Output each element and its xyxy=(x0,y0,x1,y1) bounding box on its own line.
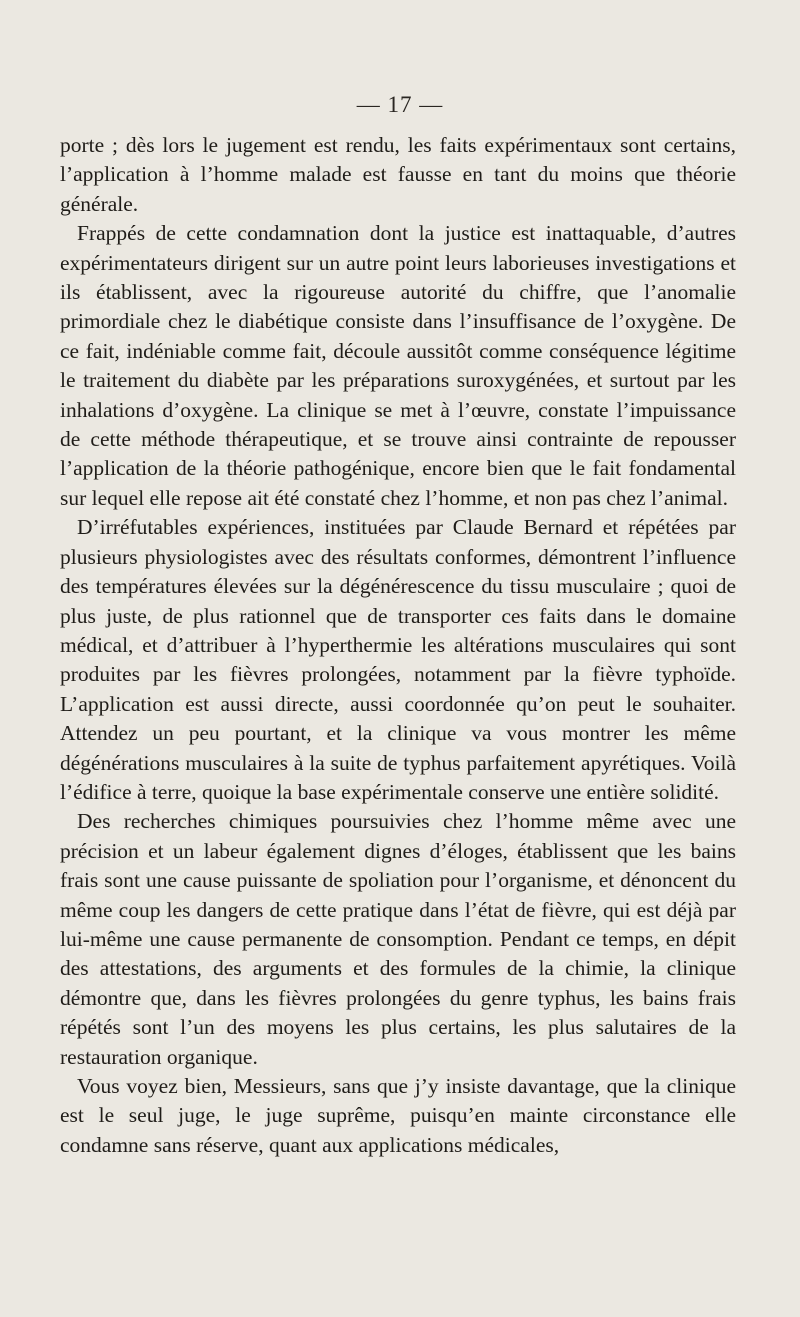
body-text xyxy=(60,131,736,1160)
paragraph: D’irréfutables expériences, instituées par Claude Bernard et répétées par plusieurs physiologistes avec des résultats conformes, démontrent l’influence des températures élevées sur la dégénérescence du tissu musculaire ; quoi de plus juste, de plus rationnel que de transporter ces faits dans le domaine médical, et d’attribuer à l’hyperthermie les altérations musculaires qui sont produites par les fièvres prolongées, notamment par la fièvre typhoïde. L’application est aussi directe, aussi coordonnée qu’on peut le souhaiter. Attendez un peu pourtant, et la clinique va vous montrer les même dégénérations musculaires à la suite de typhus parfaitement apyrétiques. Voilà l’édifice à terre, quoique la base expérimentale conserve une entière solidité. xyxy=(60,515,736,804)
paragraph: Vous voyez bien, Messieurs, sans que j’y insiste davantage, que la clinique est le seul juge, le juge suprême, puisqu’en mainte circonstance elle condamne sans réserve, quant aux applications médicales, xyxy=(60,1074,736,1157)
page-number: — 17 — xyxy=(356,92,444,117)
paragraph-continuation: porte ; dès lors le jugement est rendu, les faits expérimentaux sont certains, l’application à l’homme malade est fausse en tant du moins que théorie générale. xyxy=(60,133,736,216)
paragraph: Des recherches chimiques poursuivies chez l’homme même avec une précision et un labeur également dignes d’éloges, établissent que les bains frais sont une cause puissante de spoliation pour l’organisme, et dénoncent du même coup les dangers de cette pratique dans l’état de fièvre, qui est déjà par lui-même une cause permanente de consomption. Pendant ce temps, en dépit des attestations, des arguments et des formules de la chimie, la clinique démontre que, dans les fièvres prolongées du genre typhus, les bains frais répétés sont l’un des moyens les plus certains, les plus salutaires de la restauration organique. xyxy=(60,809,736,1069)
paragraph: Frappés de cette condamnation dont la justice est inattaquable, d’autres expérimentateurs dirigent sur un autre point leurs laborieuses investigations et ils établissent, avec la rigoureuse autorité du chiffre, que l’anomalie primordiale chez le diabétique consiste dans l’insuffisance de l’oxygène. De ce fait, indéniable comme fait, découle aussitôt comme conséquence légitime le traitement du diabète par les préparations suroxygénées, et surtout par les inhalations d’oxygène. La clinique se met à l’œuvre, constate l’impuissance de cette méthode thérapeutique, et se trouve ainsi contrainte de repousser l’application de la théorie pathogénique, encore bien que le fait fondamental sur lequel elle repose ait été constaté chez l’homme, et non pas chez l’animal. xyxy=(60,221,736,510)
